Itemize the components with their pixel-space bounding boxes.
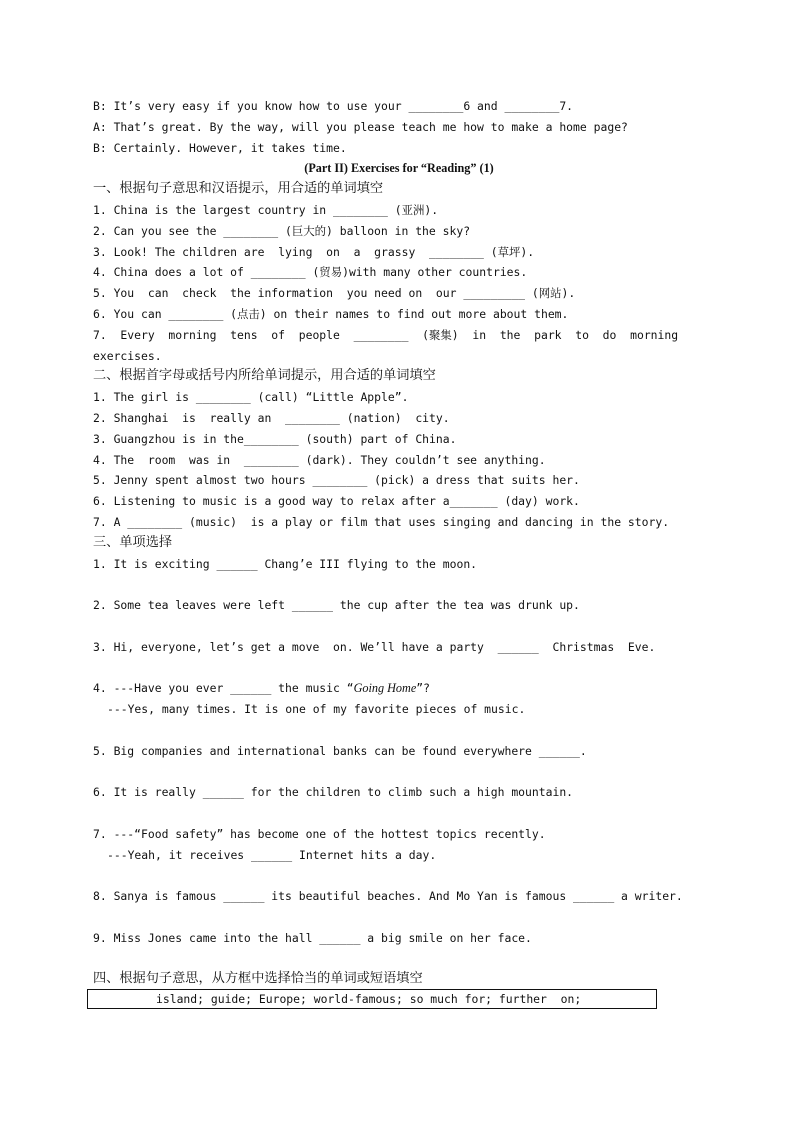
dialogue-line: B: It’s very easy if you know how to use your ________6 and ________7. (93, 99, 574, 113)
question-reply: ---Yeah, it receives ______ Internet hits a day. (107, 847, 437, 862)
section2-item: 3. Guangzhou is in the________ (south) part of China. (93, 431, 457, 446)
question-options (93, 762, 705, 783)
section1-item: 3. Look! The children are lying on a grassy ________ (草坪). (93, 244, 535, 259)
question-options (93, 720, 705, 741)
section1-heading: 一、根据句子意思和汉语提示，用合适的单词填空 (93, 181, 384, 197)
question-stem-text: 4. ---Have you ever ______ the music “ (93, 681, 354, 696)
section1-item: 5. You can check the information you need on our _________ (网站). (93, 286, 576, 301)
question-stem: 7. ---“Food safety” has become one of the hottest topics recently. (93, 826, 546, 841)
section2-heading: 二、根据首字母或括号内所给单词提示，用合适的单词填空 (93, 368, 436, 384)
word-box: island; guide; Europe; world-famous; so much for; further on; (87, 989, 657, 1009)
question-options (93, 803, 705, 824)
question-stem: 2. Some tea leaves were left ______ the cup after the tea was drunk up. (93, 598, 580, 613)
question-stem (93, 678, 705, 699)
section1-item: 6. You can ________ (点击) on their names to find out more about them. (93, 306, 569, 321)
question-options (93, 949, 705, 970)
dialogue-line: A: That’s great. By the way, will you please teach me how to make a home page? (93, 119, 628, 134)
section2-item: 1. The girl is ________ (call) “Little Apple”. (93, 390, 409, 405)
question-stem-text: ”? (416, 681, 430, 696)
section2-item: 4. The room was in ________ (dark). They couldn’t see anything. (93, 452, 546, 467)
question-reply: ---Yes, many times. It is one of my favorite pieces of music. (107, 702, 526, 717)
section1-item-7-line2: exercises. (93, 348, 162, 363)
section4-heading: 四、根据句子意思，从方框中选择恰当的单词或短语填空 (93, 971, 423, 987)
question-stem: 9. Miss Jones came into the hall ______ a big smile on her face. (93, 930, 532, 945)
question-stem: 1. It is exciting ______ Chang’e III flying to the moon. (93, 556, 478, 571)
section1-item: 4. China does a lot of ________ (贸易)with many other countries. (93, 265, 528, 280)
question-stem: 8. Sanya is famous ______ its beautiful beaches. And Mo Yan is famous ______ a writer. (93, 889, 683, 904)
section2-item: 5. Jenny spent almost two hours ________ (pick) a dress that suits her. (93, 473, 580, 488)
question-stem: 5. Big companies and international banks can be found everywhere ______. (93, 743, 587, 758)
section2-item: 2. Shanghai is really an ________ (nation) city. (93, 410, 450, 425)
question-options (93, 616, 705, 637)
part-title: (Part II) Exercises for “Reading” (1) (304, 161, 494, 176)
question-options (93, 658, 705, 679)
question-options (93, 907, 705, 928)
question-options (93, 574, 705, 595)
question-options (93, 865, 705, 886)
worksheet-page (93, 96, 705, 990)
question-stem: 3. Hi, everyone, let’s get a move on. We’ll have a party ______ Christmas Eve. (93, 639, 656, 654)
section1-item-7-line1: 7. Every morning tens of people ________ (聚集) in the park to do morning (93, 327, 679, 342)
song-title: Going Home (353, 681, 417, 696)
question-stem: 6. It is really ______ for the children to climb such a high mountain. (93, 785, 574, 800)
section1-item: 1. China is the largest country in ________ (亚洲). (93, 202, 439, 217)
section2-item: 6. Listening to music is a good way to relax after a_______ (day) work. (93, 494, 580, 509)
section3-heading: 三、单项选择 (93, 534, 173, 550)
section2-item: 7. A ________ (music) is a play or film that uses singing and dancing in the story. (93, 514, 670, 529)
section1-item: 2. Can you see the ________ (巨大的) balloon in the sky? (93, 223, 471, 238)
dialogue-line: B: Certainly. However, it takes time. (93, 140, 347, 155)
